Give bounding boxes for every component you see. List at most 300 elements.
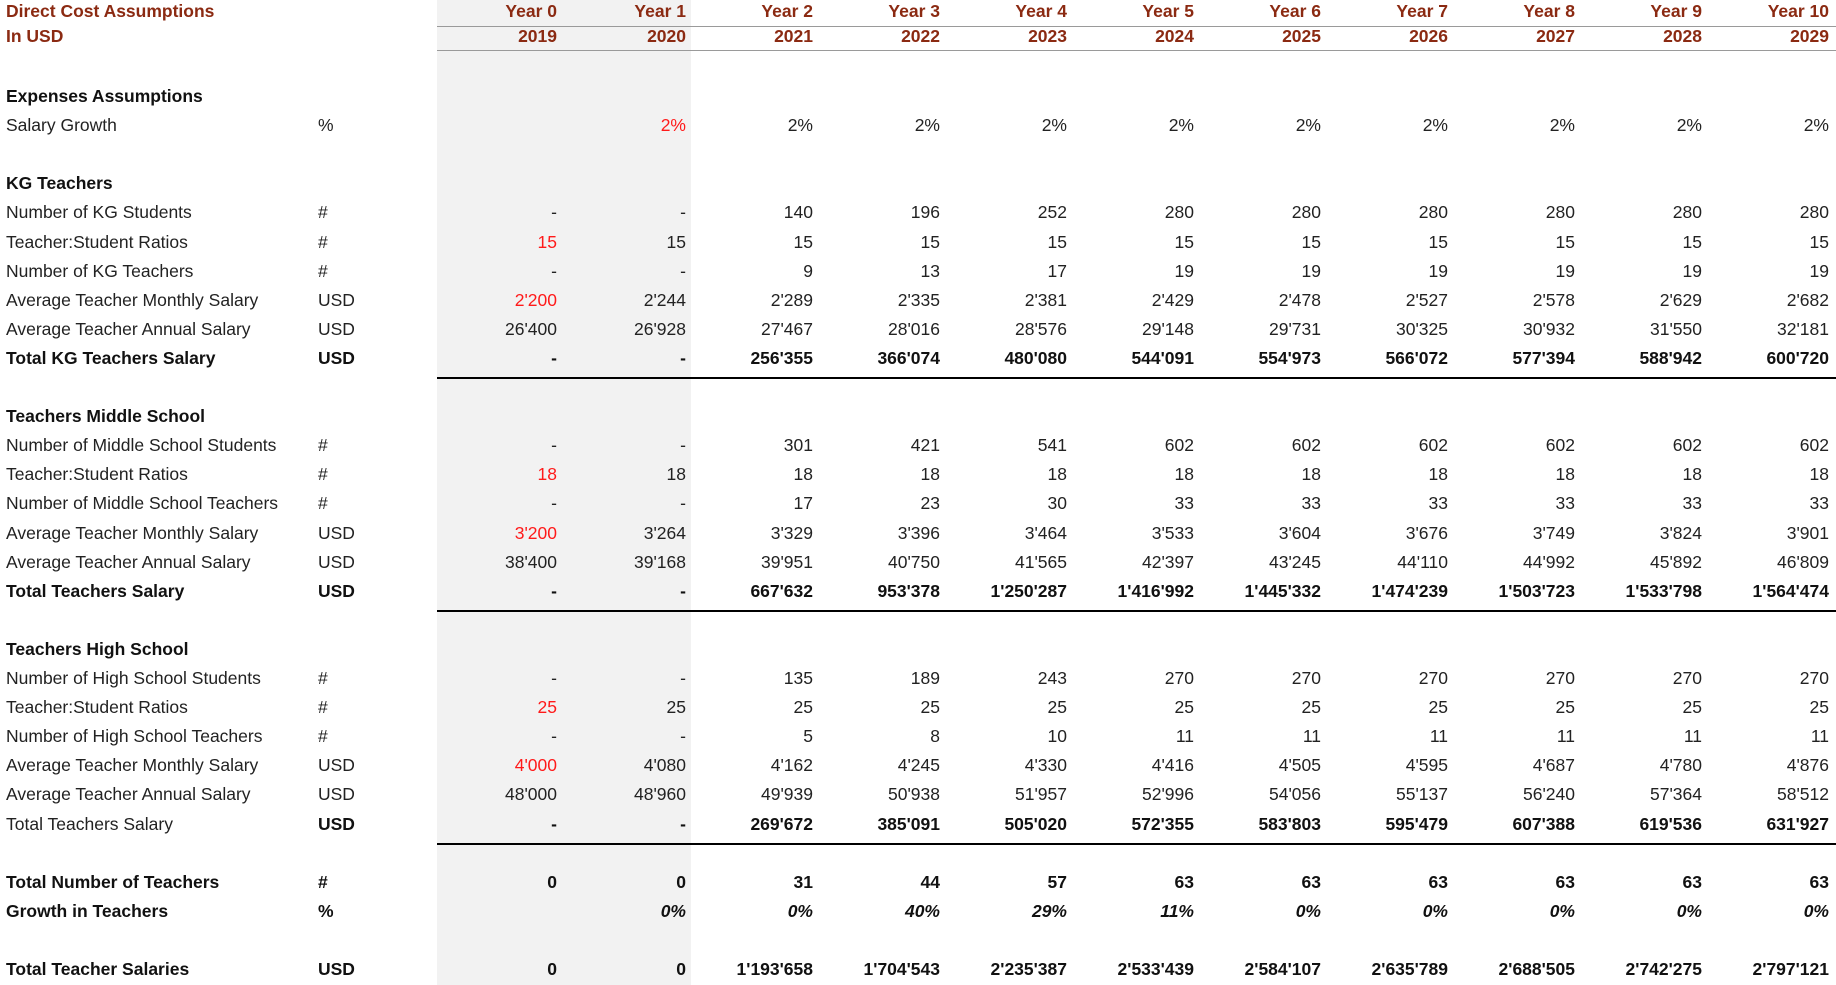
value-cell[interactable]: 17 <box>1047 260 1067 281</box>
value-cell[interactable]: 631'927 <box>1766 813 1829 834</box>
value-cell[interactable]: 25 <box>1682 697 1702 718</box>
row-unit[interactable]: # <box>318 435 328 456</box>
value-cell[interactable]: - <box>551 726 557 747</box>
value-cell[interactable]: 541 <box>1037 435 1067 456</box>
row-unit[interactable]: USD <box>318 784 355 805</box>
calendar-year-6[interactable]: 2025 <box>1282 26 1321 46</box>
row-unit[interactable] <box>318 169 378 198</box>
value-cell[interactable]: 18 <box>1174 464 1194 485</box>
row-unit[interactable]: # <box>318 668 328 688</box>
value-cell[interactable]: - <box>680 668 686 688</box>
value-cell[interactable]: 19 <box>1809 260 1829 281</box>
row-label[interactable]: Growth in Teachers <box>6 900 169 921</box>
value-cell[interactable]: 270 <box>1164 668 1194 688</box>
row-label[interactable]: Teachers High School <box>6 638 189 659</box>
value-cell[interactable]: 33 <box>1174 493 1194 514</box>
value-cell[interactable]: 57'364 <box>1649 784 1702 805</box>
value-cell[interactable]: 505'020 <box>1004 813 1067 834</box>
value-cell[interactable]: 2'584'107 <box>1244 959 1321 979</box>
value-cell[interactable]: 270 <box>1799 668 1829 688</box>
value-cell[interactable]: 15 <box>793 231 813 252</box>
row-unit[interactable] <box>318 82 378 111</box>
value-cell[interactable]: 2'289 <box>770 289 813 310</box>
year-header-7[interactable]: Year 7 <box>1396 1 1448 21</box>
row-unit[interactable]: # <box>318 726 328 747</box>
value-cell[interactable]: - <box>680 726 686 747</box>
value-cell[interactable]: 15 <box>1809 231 1829 252</box>
value-cell[interactable]: 15 <box>1047 231 1067 252</box>
value-cell[interactable]: 25 <box>1555 697 1575 718</box>
value-cell[interactable]: 15 <box>1301 231 1321 252</box>
value-cell[interactable]: 15 <box>1174 231 1194 252</box>
value-cell[interactable]: 189 <box>910 668 940 688</box>
value-cell[interactable]: 3'824 <box>1659 522 1702 543</box>
value-cell[interactable]: 4'505 <box>1278 755 1321 776</box>
value-cell[interactable] <box>447 111 557 140</box>
value-cell[interactable]: 15 <box>666 231 686 252</box>
value-cell[interactable]: 18 <box>1682 464 1702 485</box>
year-header-0[interactable]: Year 0 <box>505 1 557 21</box>
value-cell[interactable]: 29% <box>1031 900 1067 921</box>
row-label[interactable]: Average Teacher Monthly Salary <box>6 289 259 310</box>
value-cell[interactable]: 15 <box>1555 231 1575 252</box>
value-cell[interactable]: 0% <box>1803 900 1829 921</box>
value-cell[interactable]: 2% <box>1295 115 1321 136</box>
value-cell[interactable]: 11 <box>1302 726 1321 747</box>
value-cell[interactable]: 19 <box>1301 260 1321 281</box>
value-cell[interactable]: 26'928 <box>633 318 686 339</box>
value-cell[interactable]: 256'355 <box>750 347 813 368</box>
value-cell[interactable]: 4'687 <box>1532 755 1575 776</box>
value-cell[interactable]: 18 <box>920 464 940 485</box>
value-cell[interactable]: 4'162 <box>770 755 813 776</box>
value-cell[interactable]: 63 <box>1555 871 1575 892</box>
value-cell[interactable]: 252 <box>1037 202 1067 223</box>
value-cell[interactable]: 3'329 <box>770 522 813 543</box>
row-label[interactable] <box>6 140 306 169</box>
value-cell[interactable]: 280 <box>1291 202 1321 223</box>
value-cell[interactable]: 4'595 <box>1405 755 1448 776</box>
year-header-4[interactable]: Year 4 <box>1015 1 1067 21</box>
row-label[interactable]: Number of KG Teachers <box>6 260 194 281</box>
value-cell[interactable]: 269'672 <box>750 813 813 834</box>
value-cell[interactable]: 25 <box>1174 697 1194 718</box>
value-cell[interactable]: 953'378 <box>877 580 940 601</box>
row-unit[interactable]: USD <box>318 318 355 339</box>
calendar-year-9[interactable]: 2028 <box>1663 26 1702 46</box>
value-cell[interactable]: - <box>551 813 557 834</box>
value-cell[interactable]: 39'951 <box>760 551 813 572</box>
value-cell[interactable]: 0 <box>676 959 686 979</box>
value-cell[interactable]: 30'325 <box>1395 318 1448 339</box>
value-cell[interactable]: 1'416'992 <box>1117 580 1194 601</box>
year-header-8[interactable]: Year 8 <box>1523 1 1575 21</box>
row-label[interactable]: Teacher:Student Ratios <box>6 697 188 718</box>
value-cell[interactable]: 2'381 <box>1024 289 1067 310</box>
row-label[interactable]: Average Teacher Monthly Salary <box>6 755 259 776</box>
value-cell[interactable]: 25 <box>1047 697 1067 718</box>
value-cell[interactable]: 572'355 <box>1131 813 1194 834</box>
calendar-year-2[interactable]: 2021 <box>774 26 813 46</box>
row-unit[interactable]: USD <box>318 959 355 979</box>
value-cell[interactable]: 28'576 <box>1014 318 1067 339</box>
value-cell[interactable]: 18 <box>1047 464 1067 485</box>
row-unit[interactable]: % <box>318 115 334 136</box>
row-label[interactable]: Number of High School Students <box>6 668 261 688</box>
row-label[interactable]: Teacher:Student Ratios <box>6 464 188 485</box>
value-cell[interactable]: 25 <box>666 697 686 718</box>
value-cell[interactable]: 3'604 <box>1278 522 1321 543</box>
year-header-6[interactable]: Year 6 <box>1269 1 1321 21</box>
value-cell[interactable]: 583'803 <box>1258 813 1321 834</box>
value-cell[interactable]: 25 <box>793 697 813 718</box>
row-unit[interactable]: USD <box>318 522 355 543</box>
value-cell[interactable]: 2% <box>787 115 813 136</box>
value-cell[interactable]: 11 <box>1175 726 1194 747</box>
value-cell[interactable]: 4'416 <box>1151 755 1194 776</box>
value-cell[interactable]: - <box>551 260 557 281</box>
value-cell[interactable]: 26'400 <box>504 318 557 339</box>
value-cell[interactable]: 2'635'789 <box>1371 959 1448 979</box>
value-cell[interactable]: 3'396 <box>897 522 940 543</box>
value-cell[interactable]: 480'080 <box>1004 347 1067 368</box>
row-unit[interactable]: # <box>318 697 328 718</box>
value-cell[interactable]: 270 <box>1418 668 1448 688</box>
value-cell[interactable]: 2'629 <box>1659 289 1702 310</box>
value-cell[interactable]: 4'330 <box>1024 755 1067 776</box>
value-cell[interactable]: 18 <box>793 464 813 485</box>
row-unit[interactable]: # <box>318 493 328 514</box>
row-label[interactable]: Average Teacher Annual Salary <box>6 318 251 339</box>
value-cell[interactable]: 3'264 <box>643 522 686 543</box>
row-label[interactable]: Total Teachers Salary <box>6 580 185 601</box>
value-cell[interactable]: 18 <box>1555 464 1575 485</box>
value-cell[interactable]: 15 <box>537 231 557 252</box>
row-label[interactable]: Expenses Assumptions <box>6 86 203 106</box>
value-cell[interactable]: 667'632 <box>750 580 813 601</box>
value-cell[interactable]: 2'527 <box>1405 289 1448 310</box>
value-cell[interactable]: 30'932 <box>1522 318 1575 339</box>
value-cell[interactable]: - <box>680 580 686 601</box>
value-cell[interactable]: - <box>551 493 557 514</box>
value-cell[interactable]: 44'992 <box>1522 551 1575 572</box>
value-cell[interactable]: 28'016 <box>887 318 940 339</box>
value-cell[interactable]: 0% <box>1295 900 1321 921</box>
row-label[interactable]: Number of KG Students <box>6 202 192 223</box>
value-cell[interactable]: 19 <box>1555 260 1575 281</box>
value-cell[interactable]: 2'688'505 <box>1498 959 1575 979</box>
value-cell[interactable]: 42'397 <box>1141 551 1194 572</box>
value-cell[interactable]: 1'250'287 <box>990 580 1067 601</box>
value-cell[interactable]: - <box>680 813 686 834</box>
value-cell[interactable]: 40'750 <box>887 551 940 572</box>
value-cell[interactable]: 19 <box>1174 260 1194 281</box>
row-label[interactable]: Average Teacher Annual Salary <box>6 784 251 805</box>
value-cell[interactable]: 17 <box>793 493 813 514</box>
value-cell[interactable]: - <box>680 347 686 368</box>
value-cell[interactable]: 2'429 <box>1151 289 1194 310</box>
value-cell[interactable]: 602 <box>1545 435 1575 456</box>
row-label[interactable] <box>6 839 306 868</box>
row-unit[interactable]: # <box>318 871 328 892</box>
value-cell[interactable]: 50'938 <box>887 784 940 805</box>
row-label[interactable]: Number of Middle School Students <box>6 435 277 456</box>
value-cell[interactable]: 280 <box>1545 202 1575 223</box>
value-cell[interactable]: 2'335 <box>897 289 940 310</box>
row-unit[interactable]: # <box>318 231 328 252</box>
calendar-year-7[interactable]: 2026 <box>1409 26 1448 46</box>
value-cell[interactable]: 11% <box>1160 900 1194 921</box>
value-cell[interactable]: 11 <box>1683 726 1702 747</box>
calendar-year-1[interactable]: 2020 <box>647 26 686 46</box>
value-cell[interactable]: - <box>551 347 557 368</box>
value-cell[interactable]: 13 <box>920 260 940 281</box>
value-cell[interactable]: 0% <box>1676 900 1702 921</box>
value-cell[interactable]: 3'901 <box>1786 522 1829 543</box>
value-cell[interactable]: 18 <box>1428 464 1448 485</box>
value-cell[interactable]: 39'168 <box>633 551 686 572</box>
value-cell[interactable]: 51'957 <box>1014 784 1067 805</box>
value-cell[interactable]: 270 <box>1291 668 1321 688</box>
row-unit[interactable] <box>318 839 378 868</box>
row-unit[interactable]: USD <box>318 347 355 368</box>
value-cell[interactable]: 32'181 <box>1776 318 1829 339</box>
year-header-5[interactable]: Year 5 <box>1142 1 1194 21</box>
value-cell[interactable]: 54'056 <box>1268 784 1321 805</box>
value-cell[interactable]: 2% <box>1803 115 1829 136</box>
value-cell[interactable]: - <box>551 202 557 223</box>
row-unit[interactable] <box>318 140 378 169</box>
row-unit[interactable]: USD <box>318 289 355 310</box>
value-cell[interactable]: 18 <box>1301 464 1321 485</box>
value-cell[interactable]: 566'072 <box>1385 347 1448 368</box>
value-cell[interactable]: 10 <box>1047 726 1067 747</box>
value-cell[interactable]: - <box>551 435 557 456</box>
value-cell[interactable]: 2% <box>1549 115 1575 136</box>
year-header-3[interactable]: Year 3 <box>888 1 940 21</box>
value-cell[interactable]: 270 <box>1545 668 1575 688</box>
value-cell[interactable]: 11 <box>1429 726 1448 747</box>
value-cell[interactable]: 3'464 <box>1024 522 1067 543</box>
value-cell[interactable]: 2% <box>1422 115 1448 136</box>
value-cell[interactable]: 33 <box>1555 493 1575 514</box>
value-cell[interactable]: 11 <box>1556 726 1575 747</box>
row-label[interactable]: Teachers Middle School <box>6 406 206 427</box>
value-cell[interactable] <box>447 897 557 926</box>
calendar-year-10[interactable]: 2029 <box>1790 26 1829 46</box>
row-unit[interactable]: # <box>318 202 328 223</box>
row-unit[interactable] <box>318 606 378 635</box>
row-unit[interactable] <box>318 373 378 402</box>
value-cell[interactable]: 25 <box>920 697 940 718</box>
value-cell[interactable]: 52'996 <box>1141 784 1194 805</box>
value-cell[interactable]: - <box>551 580 557 601</box>
value-cell[interactable]: 31'550 <box>1649 318 1702 339</box>
value-cell[interactable]: 2% <box>1676 115 1702 136</box>
value-cell[interactable]: 602 <box>1291 435 1321 456</box>
value-cell[interactable]: 29'731 <box>1268 318 1321 339</box>
value-cell[interactable]: 2% <box>1041 115 1067 136</box>
value-cell[interactable]: 2% <box>660 115 686 136</box>
value-cell[interactable]: 44 <box>920 871 940 892</box>
value-cell[interactable]: 15 <box>1428 231 1448 252</box>
value-cell[interactable]: 196 <box>910 202 940 223</box>
value-cell[interactable]: 33 <box>1428 493 1448 514</box>
value-cell[interactable]: - <box>680 435 686 456</box>
row-unit[interactable]: USD <box>318 813 355 834</box>
value-cell[interactable]: 243 <box>1037 668 1067 688</box>
value-cell[interactable]: 2'682 <box>1786 289 1829 310</box>
value-cell[interactable]: 46'809 <box>1776 551 1829 572</box>
value-cell[interactable]: - <box>551 668 557 688</box>
value-cell[interactable]: 38'400 <box>504 551 557 572</box>
value-cell[interactable]: 600'720 <box>1766 347 1829 368</box>
value-cell[interactable]: 48'000 <box>504 784 557 805</box>
value-cell[interactable]: 135 <box>783 668 813 688</box>
value-cell[interactable]: 2'235'387 <box>990 959 1067 979</box>
value-cell[interactable]: 4'000 <box>514 755 557 776</box>
row-label[interactable]: Total Number of Teachers <box>6 871 220 892</box>
calendar-year-5[interactable]: 2024 <box>1155 26 1194 46</box>
calendar-year-0[interactable]: 2019 <box>518 26 557 46</box>
row-unit[interactable]: USD <box>318 551 355 572</box>
value-cell[interactable]: 270 <box>1672 668 1702 688</box>
value-cell[interactable]: 0 <box>547 959 557 979</box>
value-cell[interactable]: 8 <box>930 726 940 747</box>
row-label[interactable]: Average Teacher Annual Salary <box>6 551 251 572</box>
value-cell[interactable]: 280 <box>1164 202 1194 223</box>
value-cell[interactable]: 1'474'239 <box>1371 580 1448 601</box>
value-cell[interactable]: - <box>680 493 686 514</box>
value-cell[interactable]: 1'503'723 <box>1498 580 1575 601</box>
value-cell[interactable]: 19 <box>1428 260 1448 281</box>
value-cell[interactable]: 4'876 <box>1786 755 1829 776</box>
value-cell[interactable]: 421 <box>910 435 940 456</box>
value-cell[interactable]: - <box>680 260 686 281</box>
value-cell[interactable]: 40% <box>904 900 940 921</box>
value-cell[interactable]: 1'445'332 <box>1244 580 1321 601</box>
value-cell[interactable]: 602 <box>1672 435 1702 456</box>
row-unit[interactable]: % <box>318 900 334 921</box>
value-cell[interactable]: 554'973 <box>1258 347 1321 368</box>
value-cell[interactable]: 0 <box>547 871 557 892</box>
value-cell[interactable]: 25 <box>537 697 557 718</box>
row-unit[interactable]: USD <box>318 580 355 601</box>
value-cell[interactable]: 25 <box>1809 697 1829 718</box>
calendar-year-3[interactable]: 2022 <box>901 26 940 46</box>
value-cell[interactable]: 588'942 <box>1639 347 1702 368</box>
value-cell[interactable]: 385'091 <box>877 813 940 834</box>
value-cell[interactable]: 301 <box>783 435 813 456</box>
value-cell[interactable]: 0% <box>787 900 813 921</box>
value-cell[interactable]: 607'388 <box>1512 813 1575 834</box>
value-cell[interactable]: 280 <box>1418 202 1448 223</box>
value-cell[interactable]: 595'479 <box>1385 813 1448 834</box>
value-cell[interactable]: 30 <box>1047 493 1067 514</box>
value-cell[interactable]: 58'512 <box>1776 784 1829 805</box>
value-cell[interactable]: 4'245 <box>897 755 940 776</box>
value-cell[interactable]: 63 <box>1682 871 1702 892</box>
value-cell[interactable]: 3'200 <box>514 522 557 543</box>
value-cell[interactable]: 57 <box>1047 871 1067 892</box>
value-cell[interactable]: 2'797'121 <box>1752 959 1829 979</box>
value-cell[interactable]: 2'244 <box>643 289 686 310</box>
row-label[interactable]: Total KG Teachers Salary <box>6 347 216 368</box>
value-cell[interactable]: 63 <box>1428 871 1448 892</box>
value-cell[interactable]: 602 <box>1418 435 1448 456</box>
value-cell[interactable]: 2'578 <box>1532 289 1575 310</box>
value-cell[interactable]: 2% <box>1168 115 1194 136</box>
row-label[interactable]: Salary Growth <box>6 115 117 136</box>
value-cell[interactable]: 55'137 <box>1395 784 1448 805</box>
calendar-year-4[interactable]: 2023 <box>1028 26 1067 46</box>
calendar-year-8[interactable]: 2027 <box>1536 26 1575 46</box>
value-cell[interactable]: 602 <box>1164 435 1194 456</box>
value-cell[interactable]: 11 <box>1810 726 1829 747</box>
value-cell[interactable]: 4'080 <box>643 755 686 776</box>
value-cell[interactable]: 0 <box>676 871 686 892</box>
year-header-10[interactable]: Year 10 <box>1767 1 1829 21</box>
value-cell[interactable]: 3'676 <box>1405 522 1448 543</box>
row-label[interactable] <box>6 373 306 402</box>
row-label[interactable] <box>6 926 306 955</box>
value-cell[interactable]: 33 <box>1301 493 1321 514</box>
value-cell[interactable]: 2'200 <box>514 289 557 310</box>
value-cell[interactable]: 2'533'439 <box>1117 959 1194 979</box>
value-cell[interactable]: 3'533 <box>1151 522 1194 543</box>
value-cell[interactable]: 4'780 <box>1659 755 1702 776</box>
value-cell[interactable]: 31 <box>793 871 813 892</box>
row-label[interactable] <box>6 606 306 635</box>
value-cell[interactable]: 18 <box>1809 464 1829 485</box>
year-header-9[interactable]: Year 9 <box>1650 1 1702 21</box>
value-cell[interactable]: 33 <box>1682 493 1702 514</box>
value-cell[interactable]: 25 <box>1428 697 1448 718</box>
value-cell[interactable]: 19 <box>1682 260 1702 281</box>
value-cell[interactable]: 577'394 <box>1512 347 1575 368</box>
row-label[interactable]: Number of Middle School Teachers <box>6 493 279 514</box>
value-cell[interactable]: 1'533'798 <box>1625 580 1702 601</box>
value-cell[interactable]: 56'240 <box>1522 784 1575 805</box>
value-cell[interactable]: 49'939 <box>760 784 813 805</box>
row-label[interactable]: Total Teachers Salary <box>6 813 173 834</box>
value-cell[interactable]: 48'960 <box>633 784 686 805</box>
row-unit[interactable]: # <box>318 464 328 485</box>
value-cell[interactable]: 280 <box>1799 202 1829 223</box>
value-cell[interactable]: 29'148 <box>1141 318 1194 339</box>
value-cell[interactable]: 41'565 <box>1014 551 1067 572</box>
year-header-2[interactable]: Year 2 <box>761 1 813 21</box>
value-cell[interactable]: 2% <box>914 115 940 136</box>
row-label[interactable]: KG Teachers <box>6 173 113 194</box>
value-cell[interactable]: 27'467 <box>760 318 813 339</box>
value-cell[interactable]: 2'478 <box>1278 289 1321 310</box>
value-cell[interactable]: 63 <box>1809 871 1829 892</box>
value-cell[interactable]: 0% <box>1549 900 1575 921</box>
value-cell[interactable]: 23 <box>920 493 940 514</box>
value-cell[interactable]: 280 <box>1672 202 1702 223</box>
value-cell[interactable]: 366'074 <box>877 347 940 368</box>
value-cell[interactable]: 544'091 <box>1131 347 1194 368</box>
value-cell[interactable]: 602 <box>1799 435 1829 456</box>
value-cell[interactable]: 0% <box>660 900 686 921</box>
row-label[interactable]: Total Teacher Salaries <box>6 959 190 979</box>
value-cell[interactable]: 140 <box>783 202 813 223</box>
row-unit[interactable] <box>318 402 378 431</box>
value-cell[interactable]: 1'704'543 <box>863 959 940 979</box>
value-cell[interactable]: 15 <box>920 231 940 252</box>
row-label[interactable]: Teacher:Student Ratios <box>6 231 188 252</box>
